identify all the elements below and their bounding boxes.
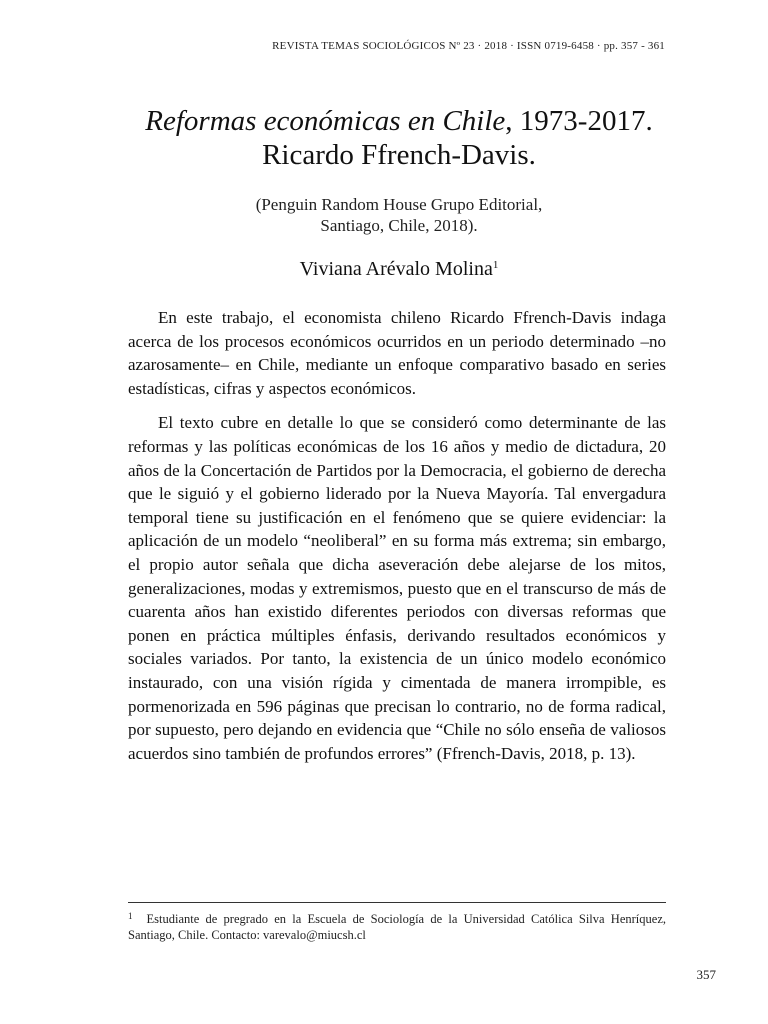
footnote-reference[interactable]: 1 bbox=[492, 259, 499, 271]
reviewer-name: Viviana Arévalo Molina bbox=[299, 258, 493, 280]
reviewer-byline bbox=[100, 253, 698, 281]
publication-line-1: (Penguin Random House Grupo Editorial, bbox=[255, 195, 543, 214]
body-text bbox=[128, 306, 666, 776]
footnote bbox=[128, 908, 666, 943]
book-period: , 1973-2017. bbox=[505, 105, 653, 137]
book-title: Reformas económicas en Chile bbox=[145, 105, 506, 137]
footnote-mark: 1 bbox=[128, 911, 133, 921]
page-number: 357 bbox=[696, 967, 716, 982]
footnote-text: Estudiante de pregrado en la Escuela de Sociología de la Universidad Católica Silva Henríquez, Santiago, Chile. Contacto: varevalo@miucsh.cl bbox=[128, 912, 666, 942]
paragraph: En este trabajo, el economista chileno Ricardo Ffrench-Davis indaga acerca de los procesos económicos ocurridos en un periodo determinado –no azarosamente– en Chile, mediante un enfoque comparativo basado en series estadísticas, cifras y aspectos económicos. bbox=[128, 308, 666, 398]
running-head: REVISTA TEMAS SOCIOLÓGICOS Nº 23 · 2018 · ISSN 0719-6458 · pp. 357 - 361 bbox=[272, 40, 665, 52]
publication-line-2: Santiago, Chile, 2018). bbox=[320, 216, 478, 235]
publication-info bbox=[100, 194, 698, 236]
footnote-divider bbox=[128, 902, 666, 903]
paragraph: El texto cubre en detalle lo que se consideró como determinante de las reformas y las políticas económicas de los 16 años y medio de dictadura, 20 años de la Concertación de Partidos por la Democracia, el gobierno de derecha que le siguió y el gobierno liderado por la Nueva Mayoría. Tal envergadura temporal tiene su justificación en el fenómeno que se quiere evidenciar: la aplicación de un modelo “neoliberal” en su forma más extrema; sin embargo, el propio autor señala que dicha aseveración debe alejarse de los mitos, generalizaciones, modas y extremismos, puesto que en el transcurso de más de cuarenta años han existido diferentes periodos con diversas reformas que ponen en práctica múltiples énfasis, derivando resultados económicos y sociales variados. Por tanto, la existencia de un único modelo económico instaurado, con una visión rígida y cimentada de manera irrompible, es pormenorizada en 596 páginas que precisan lo contrario, no de forma radical, por supuesto, pero dejando en evidencia que “Chile no sólo enseña de valiosos acuerdos sino también de profundos errores” (Ffrench-Davis, 2018, p. 13). bbox=[128, 413, 666, 763]
page-title bbox=[100, 104, 698, 172]
book-author: Ricardo Ffrench-Davis. bbox=[262, 139, 536, 171]
title-line-1 bbox=[100, 104, 698, 138]
